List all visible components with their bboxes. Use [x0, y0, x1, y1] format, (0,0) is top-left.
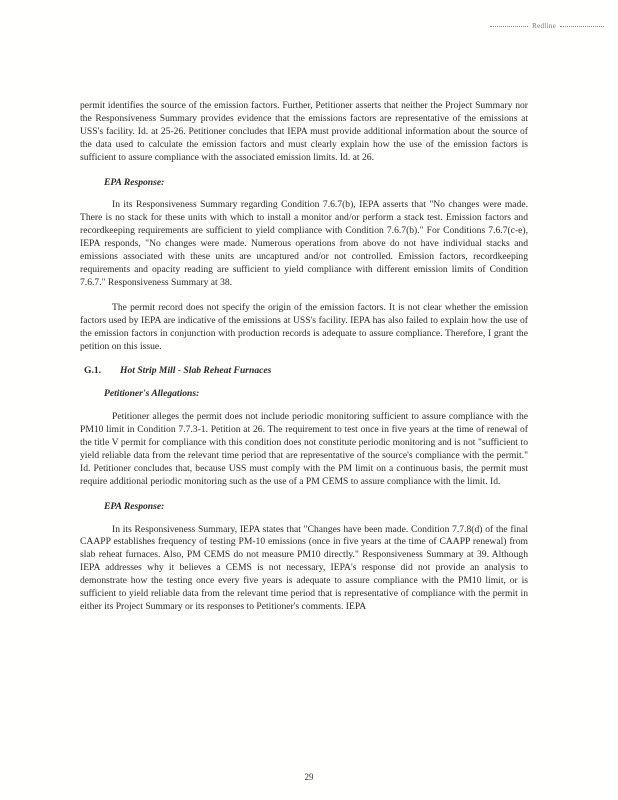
paragraph-grant-petition: The permit record does not specify the origin of the emission factors. It is not clear whether the emission factors used by IEPA are indicative of the emissions at USS's facility. IEPA has also failed to explain how the use of the emission factors in conjunction with production records is adequate to assure compliance. Therefore, I grant the petition on this issue.: [80, 301, 528, 352]
section-number: G.1.: [84, 365, 102, 377]
header-redline-mark: [490, 22, 604, 30]
section-heading-g1: [80, 365, 528, 378]
petitioner-allegations-heading: Petitioner's Allegations:: [104, 388, 200, 400]
paragraph-pm10-response: In its Responsiveness Summary, IEPA states that "Changes have been made. Condition 7.7.8(d) of the final CAAPP establishes frequency of testing PM-10 emissions (once in five years at the time of CAAPP renewal) from slab reheat furnaces. Also, PM CEMS do not measure PM10 directly." Responsiveness Summary at 39. Although IEPA addresses why it believes a CEMS is not necessary, IEPA's response did not provide an analysis to demonstrate how the testing once every five years is adequate to assure compliance with the PM10 limit, or is sufficient to yield reliable data from the relevant time period that is representative of compliance with the permit in either its Project Summary or its responses to Petitioner's comments. IEPA: [80, 523, 528, 612]
section-title: Hot Strip Mill - Slab Reheat Furnaces: [120, 365, 272, 377]
epa-response-heading-1: EPA Response:: [104, 176, 165, 188]
body-text: [80, 100, 528, 626]
page-number: 29: [304, 772, 314, 782]
paragraph-responsiveness-summary-7-6-7: In its Responsiveness Summary regarding Condition 7.6.7(b), IEPA asserts that "No changes were made. There is no stack for these units with which to install a monitor and/or perform a stack test. Emission factors and recordkeeping requirements are sufficient to yield compliance with Condition 7.6.7(b)." For Conditions 7.6.7(c-e), IEPA responds, "No changes were made. Numerous operations from above do not have individual stacks and emissions associated with these units are uncaptured and/or not controlled. Emission factors, recordkeeping requirements and opacity reading are sufficient to yield compliance with different emission limits of Condition 7.6.7." Responsiveness Summary at 38.: [80, 199, 528, 288]
header-dotted-rule-right: [560, 26, 604, 27]
epa-response-heading-2: EPA Response:: [104, 500, 165, 512]
paragraph-continuation: permit identifies the source of the emission factors. Further, Petitioner asserts that neither the Project Summary nor the Responsiveness Summary provides evidence that the emissions factors are representative of the emissions at USS's facility. Id. at 25-26. Petitioner concludes that IEPA must provide additional information about the source of the data used to calculate the emission factors and must clearly explain how the use of the emission factors is sufficient to assure compliance with the associated emission limits. Id. at 26.: [80, 100, 528, 163]
header-dotted-rule-left: [490, 26, 528, 27]
header-mark-text: Redline: [532, 22, 556, 30]
paragraph-pm10-allegation: Petitioner alleges the permit does not include periodic monitoring sufficient to assure compliance with the PM10 limit in Condition 7.7.3-1. Petition at 26. The requirement to test once in five years at the time of renewal of the title V permit for compliance with this condition does not constitute periodic monitoring and is not "sufficient to yield reliable data from the relevant time period that are representative of the source's compliance with the permit." Id. Petitioner concludes that, because USS must comply with the PM limit on a continuous basis, the permit must require additional periodic monitoring such as the use of a PM CEMS to assure compliance with the limit. Id.: [80, 411, 528, 487]
